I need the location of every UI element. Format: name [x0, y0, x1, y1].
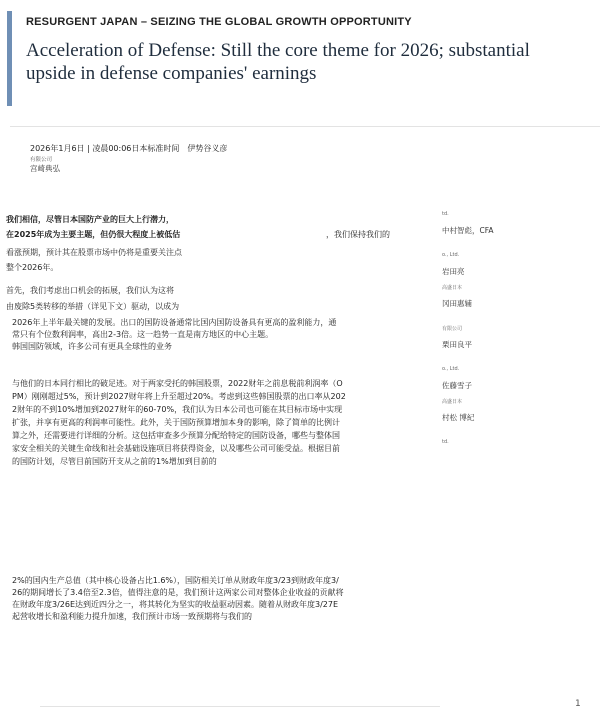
- sidebar-firm: 高盛日本: [442, 399, 463, 405]
- body-line: 在财政年度3/26E达到近四分之一，将其转化为坚实的收益驱动因素。随着从财政年度3/27E: [12, 600, 339, 609]
- sidebar-firm: o., Ltd.: [442, 366, 460, 372]
- body-line: 韩国国防领域，许多公司有更具全球性的业务: [12, 342, 172, 351]
- footer-divider: [40, 706, 440, 707]
- body-line: 扩张，并享有更高的利润率可能性。此外，关于国防预算增加本身的影响，除了简单的比例计: [12, 418, 340, 427]
- body-line: 2%的国内生产总值（其中核心设备占比1.6%），国防相关订单从财政年度3/23到财政年度3/: [12, 576, 339, 585]
- body-line: 2026年上半年最关键的发展。出口的国防设备通常比国内国防设备具有更高的盈利能力，通: [12, 318, 337, 327]
- body-line: 我们相信，尽管日本国防产业的巨大上行潜力，: [6, 215, 174, 224]
- accent-bar: [7, 11, 12, 106]
- page-number: 1: [575, 699, 581, 709]
- sidebar-analyst-name: 冈田惠辅: [442, 299, 472, 308]
- body-line: PM）刚刚超过5%，预计到2027财年将上升至超过20%。考虑到这些韩国股票的出口率从202: [12, 392, 346, 401]
- body-line: 与他们的日本同行相比的破足迹。对于两家受托的韩国股票，2022财年之前息税前利润率（O: [12, 379, 343, 388]
- body-line: 整个2026年。: [6, 263, 59, 272]
- author-firm: 有限公司: [30, 157, 53, 163]
- report-title: [26, 39, 566, 85]
- body-line: 算之外，还需要进行详细的分析。这包括审查多少预算分配给特定的国防设备，哪些与整体国: [12, 431, 340, 440]
- body-line: 2财年的不到10%增加到2027财年的60-70%，我们认为日本公司也可能在其目标市场中实现: [12, 405, 343, 414]
- sidebar-firm: td.: [442, 439, 449, 445]
- sidebar-analyst-name: 村松 博紀: [442, 413, 475, 422]
- author-name: 宫崎典弘: [30, 164, 60, 173]
- body-line: 起营收增长和盈利能力提升加速，我们预计市场一致预期将与我们的: [12, 612, 252, 621]
- sidebar-firm: 高盛日本: [442, 285, 463, 291]
- title-line-2: upside in defense companies' earnings: [26, 63, 317, 84]
- sidebar-firm: td.: [442, 211, 449, 217]
- title-line-1: Acceleration of Defense: Still the core theme for 2026; substantial: [26, 40, 530, 61]
- body-line: 常只有个位数利润率，高出2-3倍。这一趋势一直是南方地区的中心主题。: [12, 330, 274, 339]
- body-line: 首先，我们考虑出口机会的拓展，我们认为这将: [6, 286, 174, 295]
- series-label: RESURGENT JAPAN – SEIZING THE GLOBAL GROWTH OPPORTUNITY: [26, 16, 412, 28]
- header-divider: [10, 126, 600, 127]
- body-line: 由废除5类转移的举措（详见下文）驱动，以成为: [6, 302, 180, 311]
- sidebar-firm: o., Ltd.: [442, 252, 460, 258]
- body-line: 在2025年成为主要主题，但仍很大程度上被低估: [6, 230, 181, 239]
- sidebar-analyst-name: 中村智彪，CFA: [442, 226, 494, 235]
- body-line: 看涨预期，预计其在股票市场中仍将是重要关注点: [6, 248, 182, 257]
- sidebar-analyst-name: 岩田亮: [442, 267, 465, 276]
- body-line: 26的期间增长了3.4倍至2.3倍，值得注意的是，我们预计这两家公司对整体企业收益的贡献将: [12, 588, 344, 597]
- dateline: 2026年1月6日 | 凌晨00:06日本标准时间 伊势谷义彦: [30, 144, 228, 153]
- body-line: ，我们保持我们的: [326, 230, 390, 239]
- body-line: 家安全相关的关键生命线和社会基础设施项目将获得资金，以及哪些公司可能受益。根据目前: [12, 444, 340, 453]
- sidebar-analyst-name: 栗田良平: [442, 340, 472, 349]
- sidebar-firm: 有限公司: [442, 326, 463, 332]
- body-line: 的国防计划，尽管目前国防开支从之前的1%增加到目前的: [12, 457, 217, 466]
- sidebar-analyst-name: 佐藤雪子: [442, 381, 472, 390]
